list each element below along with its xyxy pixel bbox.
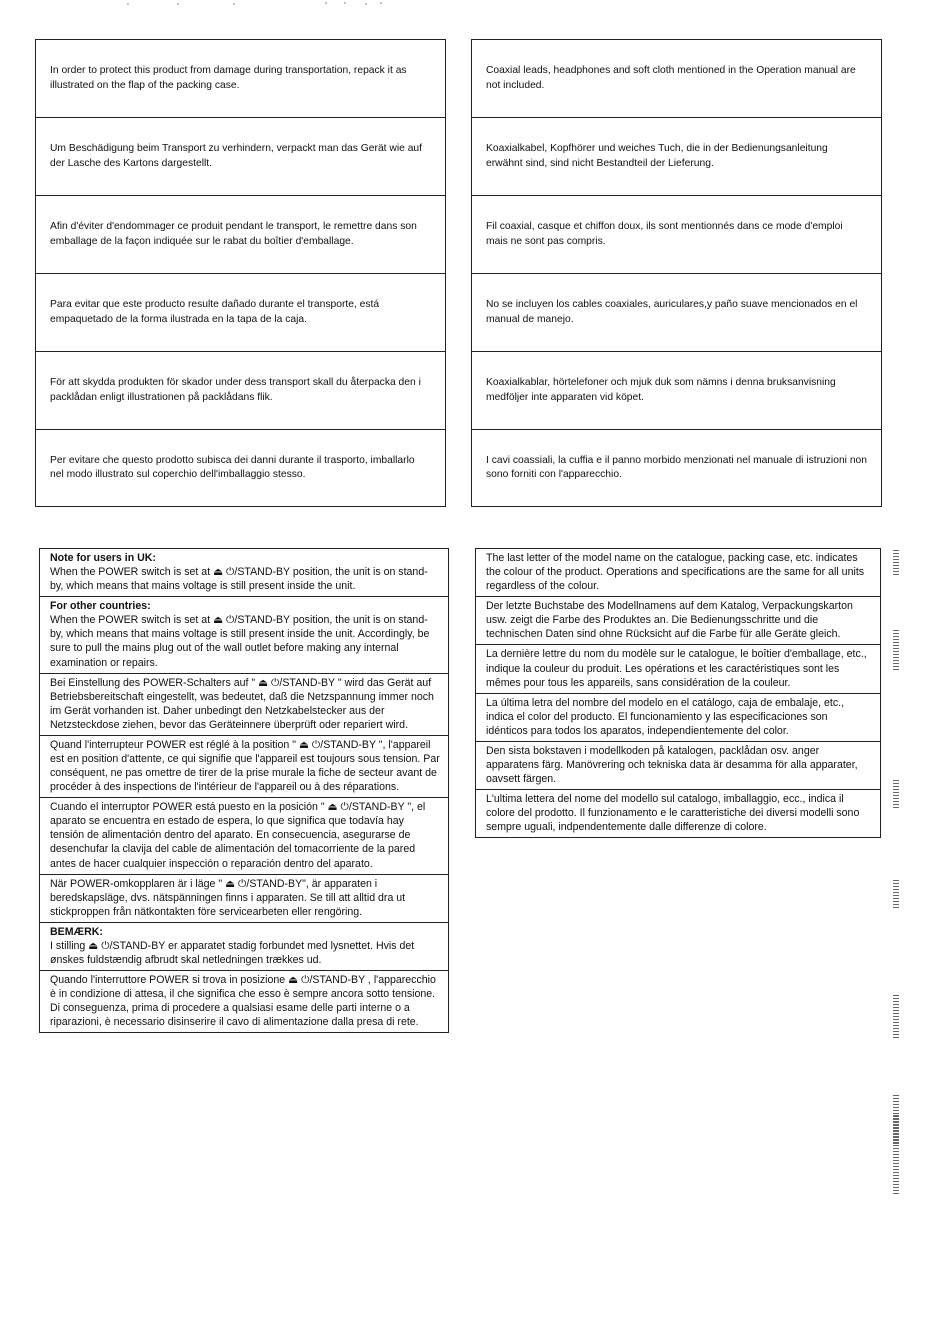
margin-tick bbox=[893, 1025, 899, 1026]
margin-tick bbox=[893, 1122, 899, 1123]
margin-tick bbox=[893, 795, 899, 796]
margin-tick bbox=[893, 1131, 899, 1132]
margin-tick bbox=[893, 1128, 899, 1129]
margin-tick bbox=[893, 907, 899, 908]
margin-tick bbox=[893, 1113, 899, 1114]
margin-tick bbox=[893, 898, 899, 899]
margin-tick bbox=[893, 636, 899, 637]
accessories-notice-panel bbox=[471, 39, 882, 507]
colour-note-fr: La dernière lettre du nom du modèle sur le catalogue, le boîtier d'emballage, etc., indique la couleur du produit. Les opérations et les caractéristiques sont les mêmes pour tous les appareils, sans considération de la couleur. bbox=[476, 645, 880, 693]
margin-tick bbox=[893, 1098, 899, 1099]
margin-tick bbox=[893, 654, 899, 655]
packing-note-es: Para evitar que este producto resulte dañado durante el transporte, está empaquetado de la forma ilustrada en la tapa de la caja. bbox=[36, 274, 445, 352]
standby-heading-da: BEMÆRK: bbox=[50, 925, 103, 938]
standby-note-it: Quando l'interruttore POWER si trova in posizione ⏏ ⏻/STAND-BY , l'apparecchio è in condizione di attesa, il che significa che esso è sempre ancora sotto tensione. Di conseguenza, prima di procedere a qualsiasi esame delle parti interne o a riparazioni, è necessario disinserire il cavo di alimentazione dalla presa di rete. bbox=[50, 974, 436, 1029]
margin-tick bbox=[893, 1142, 899, 1143]
accessories-note-sv: Koaxialkablar, hörtelefoner och mjuk duk som nämns i denna bruksanvisning medföljer inte apparaten vid köpet. bbox=[472, 352, 881, 430]
packing-note-fr: Afin d'éviter d'endommager ce produit pendant le transport, le remettre dans son emballage de la façon indiquée sur le rabat du boîtier d'emballage. bbox=[36, 196, 445, 274]
accessories-note-es: No se incluyen los cables coaxiales, auriculares,y paño suave mencionados en el manual de manejo. bbox=[472, 274, 881, 352]
margin-tick bbox=[893, 1037, 899, 1038]
margin-tick bbox=[893, 1163, 899, 1164]
margin-tick bbox=[893, 666, 899, 667]
accessories-note-fr: Fil coaxial, casque et chiffon doux, ils sont mentionnés dans ce mode d'emploi mais ne sont pas compris. bbox=[472, 196, 881, 274]
margin-tick bbox=[893, 1130, 899, 1131]
margin-tick bbox=[893, 1007, 899, 1008]
margin-tick bbox=[893, 1013, 899, 1014]
margin-tick bbox=[893, 639, 899, 640]
margin-tick bbox=[893, 880, 899, 881]
margin-tick bbox=[893, 1004, 899, 1005]
margin-tick bbox=[893, 1181, 899, 1182]
margin-tick bbox=[893, 1145, 899, 1146]
standby-note-sv: När POWER-omkopplaren är i läge " ⏏ ⏻/STAND-BY", är apparaten i beredskapsläge, dvs. nätspänningen finns i apparaten. Se till att alltid dra ut stickproppen från nätkontakten före servicearbeten eller rengöring. bbox=[40, 875, 448, 923]
margin-tick bbox=[893, 1172, 899, 1173]
margin-tick bbox=[893, 556, 899, 557]
margin-tick bbox=[893, 801, 899, 802]
margin-tick bbox=[893, 1001, 899, 1002]
standby-note-fr: Quand l'interrupteur POWER est réglé à la position " ⏏ ⏻/STAND-BY ", l'appareil est en position d'attente, ce qui signifie que l'appareil est toujours sous tension. Par conséquent, ne pas omettre de tirer de la prise murale la fiche de secteur avant de procéder à des inspections de l'intérieur de l'appareil ou à des réparations. bbox=[40, 736, 448, 798]
margin-tick bbox=[893, 1110, 899, 1111]
margin-tick bbox=[893, 1031, 899, 1032]
margin-tick bbox=[893, 804, 899, 805]
standby-note-es: Cuando el interruptor POWER está puesto en la posición " ⏏ ⏻/STAND-BY ", el aparato se encuentra en estado de espera, lo que significa que todavía hay tensión de alimentación dentro del aparato. En consecuencia, asegurarse de desenchufar la clavija del cable de alimentación del tomacorriente de la pared antes de hacer cualquier inspección o reparación dentro del aparato. bbox=[40, 798, 448, 874]
margin-tick bbox=[893, 651, 899, 652]
margin-tick bbox=[893, 565, 899, 566]
packing-note-it: Per evitare che questo prodotto subisca dei danni durante il trasporto, imballarlo nel modo illustrato sul coperchio dell'imballaggio stesso. bbox=[50, 454, 415, 480]
margin-tick bbox=[893, 657, 899, 658]
margin-tick bbox=[893, 892, 899, 893]
margin-tick bbox=[893, 1116, 899, 1117]
standby-text-da: I stilling ⏏ ⏻/STAND-BY er apparatet stadig forbundet med lysnettet. Hvis det ønskes fuldstændig afbrudt skal netledningen trækkes ud. bbox=[50, 939, 415, 967]
margin-tick bbox=[893, 789, 899, 790]
margin-tick bbox=[893, 1154, 899, 1155]
margin-tick bbox=[893, 1019, 899, 1020]
margin-tick bbox=[893, 1166, 899, 1167]
standby-text-uk: When the POWER switch is set at ⏏ ⏻/STAND-BY position, the unit is on stand-by, which means that mains voltage is still present inside the unit. bbox=[50, 566, 428, 593]
margin-tick bbox=[893, 886, 899, 887]
margin-tick bbox=[893, 1143, 899, 1144]
margin-tick bbox=[893, 1121, 899, 1122]
margin-tick bbox=[893, 571, 899, 572]
accessories-note-de: Koaxialkabel, Kopfhörer und weiches Tuch, die in der Bedienungsanleitung erwähnt sind, sind nicht Bestandteil der Lieferung. bbox=[472, 118, 881, 196]
margin-tick bbox=[893, 889, 899, 890]
margin-tick bbox=[893, 780, 899, 781]
packing-instructions-panel bbox=[35, 39, 446, 507]
margin-tick bbox=[893, 642, 899, 643]
margin-tick bbox=[893, 559, 899, 560]
margin-tick bbox=[893, 1095, 899, 1096]
colour-note-it: L'ultima lettera del nome del modello sul catalogo, imballaggio, ecc., indica il colore del prodotto. Il funzionamento e le caratteristiche dei diversi modelli sono sempre uguali, indpendentemente dalle differenze di colore. bbox=[486, 793, 860, 834]
margin-tick bbox=[893, 1022, 899, 1023]
margin-tick bbox=[893, 901, 899, 902]
colour-note-en: The last letter of the model name on the catalogue, packing case, etc. indicates the colour of the product. Operations and specifications are the same for all units regardless of the colour. bbox=[476, 549, 880, 597]
standby-note-other bbox=[40, 597, 448, 673]
margin-tick bbox=[893, 798, 899, 799]
packing-note-de: Um Beschädigung beim Transport zu verhindern, verpackt man das Gerät wie auf der Lasche des Kartons dargestellt. bbox=[36, 118, 445, 196]
margin-tick bbox=[893, 1187, 899, 1188]
standby-text-other: When the POWER switch is set at ⏏ ⏻/STAND-BY position, the unit is on stand-by, which means that mains voltage is still present inside the unit. Accordingly, be sure to pull the mains plug out of the wall outlet before making any internal examination or repairs. bbox=[50, 614, 430, 669]
margin-tick bbox=[893, 1178, 899, 1179]
margin-tick bbox=[893, 1115, 899, 1116]
colour-note-de: Der letzte Buchstabe des Modellnamens auf dem Katalog, Verpackungskarton usw. zeigt die Farbe des Produktes an. Die Bedienungsschritte und die technischen Daten sind ohne Rücksicht auf die Farbe für alle Geräte gleich. bbox=[476, 597, 880, 645]
colour-note-sv: Den sista bokstaven i modellkoden på katalogen, packlådan osv. anger apparatens färg. Manövrering och tekniska data är desamma för alla apparater, oavsett färgen. bbox=[476, 742, 880, 790]
margin-tick bbox=[893, 1034, 899, 1035]
margin-tick bbox=[893, 1190, 899, 1191]
margin-tick bbox=[893, 663, 899, 664]
margin-tick bbox=[893, 1193, 899, 1194]
margin-tick bbox=[893, 648, 899, 649]
margin-tick bbox=[893, 1124, 899, 1125]
margin-tick bbox=[893, 1157, 899, 1158]
margin-tick bbox=[893, 1104, 899, 1105]
margin-tick bbox=[893, 1127, 899, 1128]
packing-note-en: In order to protect this product from damage during transportation, repack it as illustrated on the flap of the packing case. bbox=[36, 40, 445, 118]
margin-tick bbox=[893, 1016, 899, 1017]
margin-tick bbox=[893, 633, 899, 634]
margin-tick bbox=[893, 1139, 899, 1140]
standby-note-da bbox=[40, 923, 448, 971]
margin-tick bbox=[893, 669, 899, 670]
margin-tick bbox=[893, 1140, 899, 1141]
standby-warning-panel bbox=[39, 548, 449, 1033]
margin-tick bbox=[893, 1184, 899, 1185]
scan-specks bbox=[0, 0, 950, 10]
standby-heading-other: For other countries: bbox=[50, 600, 151, 613]
margin-tick bbox=[893, 1125, 899, 1126]
standby-note-uk bbox=[40, 549, 448, 597]
packing-note-sv: För att skydda produkten för skador under dess transport skall du återpacka den i packlådan enligt illustrationen på packlådans flik. bbox=[36, 352, 445, 430]
margin-tick bbox=[893, 1119, 899, 1120]
margin-tick bbox=[893, 995, 899, 996]
margin-tick bbox=[893, 904, 899, 905]
margin-tick bbox=[893, 998, 899, 999]
margin-tick bbox=[893, 807, 899, 808]
standby-heading-uk: Note for users in UK: bbox=[50, 552, 156, 564]
margin-tick bbox=[893, 1175, 899, 1176]
margin-tick bbox=[893, 660, 899, 661]
margin-tick bbox=[893, 895, 899, 896]
margin-tick bbox=[893, 1010, 899, 1011]
margin-tick bbox=[893, 786, 899, 787]
margin-tick bbox=[893, 1169, 899, 1170]
margin-tick bbox=[893, 1107, 899, 1108]
margin-tick bbox=[893, 1136, 899, 1137]
accessories-note-it: I cavi coassiali, la cuffia e il panno morbido menzionati nel manuale di istruzioni non sono forniti con l'apparecchio. bbox=[486, 454, 868, 480]
margin-tick bbox=[893, 574, 899, 575]
model-colour-panel bbox=[475, 548, 881, 838]
margin-tick bbox=[893, 1134, 899, 1135]
margin-tick bbox=[893, 568, 899, 569]
margin-tick bbox=[893, 1101, 899, 1102]
margin-tick bbox=[893, 883, 899, 884]
margin-tick bbox=[893, 783, 899, 784]
margin-tick bbox=[893, 1118, 899, 1119]
margin-tick bbox=[893, 1028, 899, 1029]
margin-tick bbox=[893, 1160, 899, 1161]
margin-tick bbox=[893, 1148, 899, 1149]
margin-tick bbox=[893, 1151, 899, 1152]
standby-note-de: Bei Einstellung des POWER-Schalters auf " ⏏ ⏻/STAND-BY " wird das Gerät auf Betriebsbereitschaft eingestellt, was bedeutet, daß die Netzspannung immer noch im Gerät vorhanden ist. Daher unbedingt den Netzkabelstecker aus der Netzsteckdose ziehen, bevor das Geräteinnere überprüft oder repariert wird. bbox=[40, 674, 448, 736]
margin-tick bbox=[893, 645, 899, 646]
margin-tick-marks bbox=[893, 550, 901, 1200]
colour-note-es: La última letra del nombre del modelo en el catálogo, caja de embalaje, etc., indica el color del producto. El funcionamiento y las especificaciones son idénticos para todos los aparatos, independientemente del color. bbox=[476, 694, 880, 742]
accessories-note-en: Coaxial leads, headphones and soft cloth mentioned in the Operation manual are not included. bbox=[472, 40, 881, 118]
margin-tick bbox=[893, 562, 899, 563]
margin-tick bbox=[893, 1133, 899, 1134]
margin-tick bbox=[893, 630, 899, 631]
margin-tick bbox=[893, 553, 899, 554]
margin-tick bbox=[893, 792, 899, 793]
margin-tick bbox=[893, 550, 899, 551]
margin-tick bbox=[893, 1137, 899, 1138]
